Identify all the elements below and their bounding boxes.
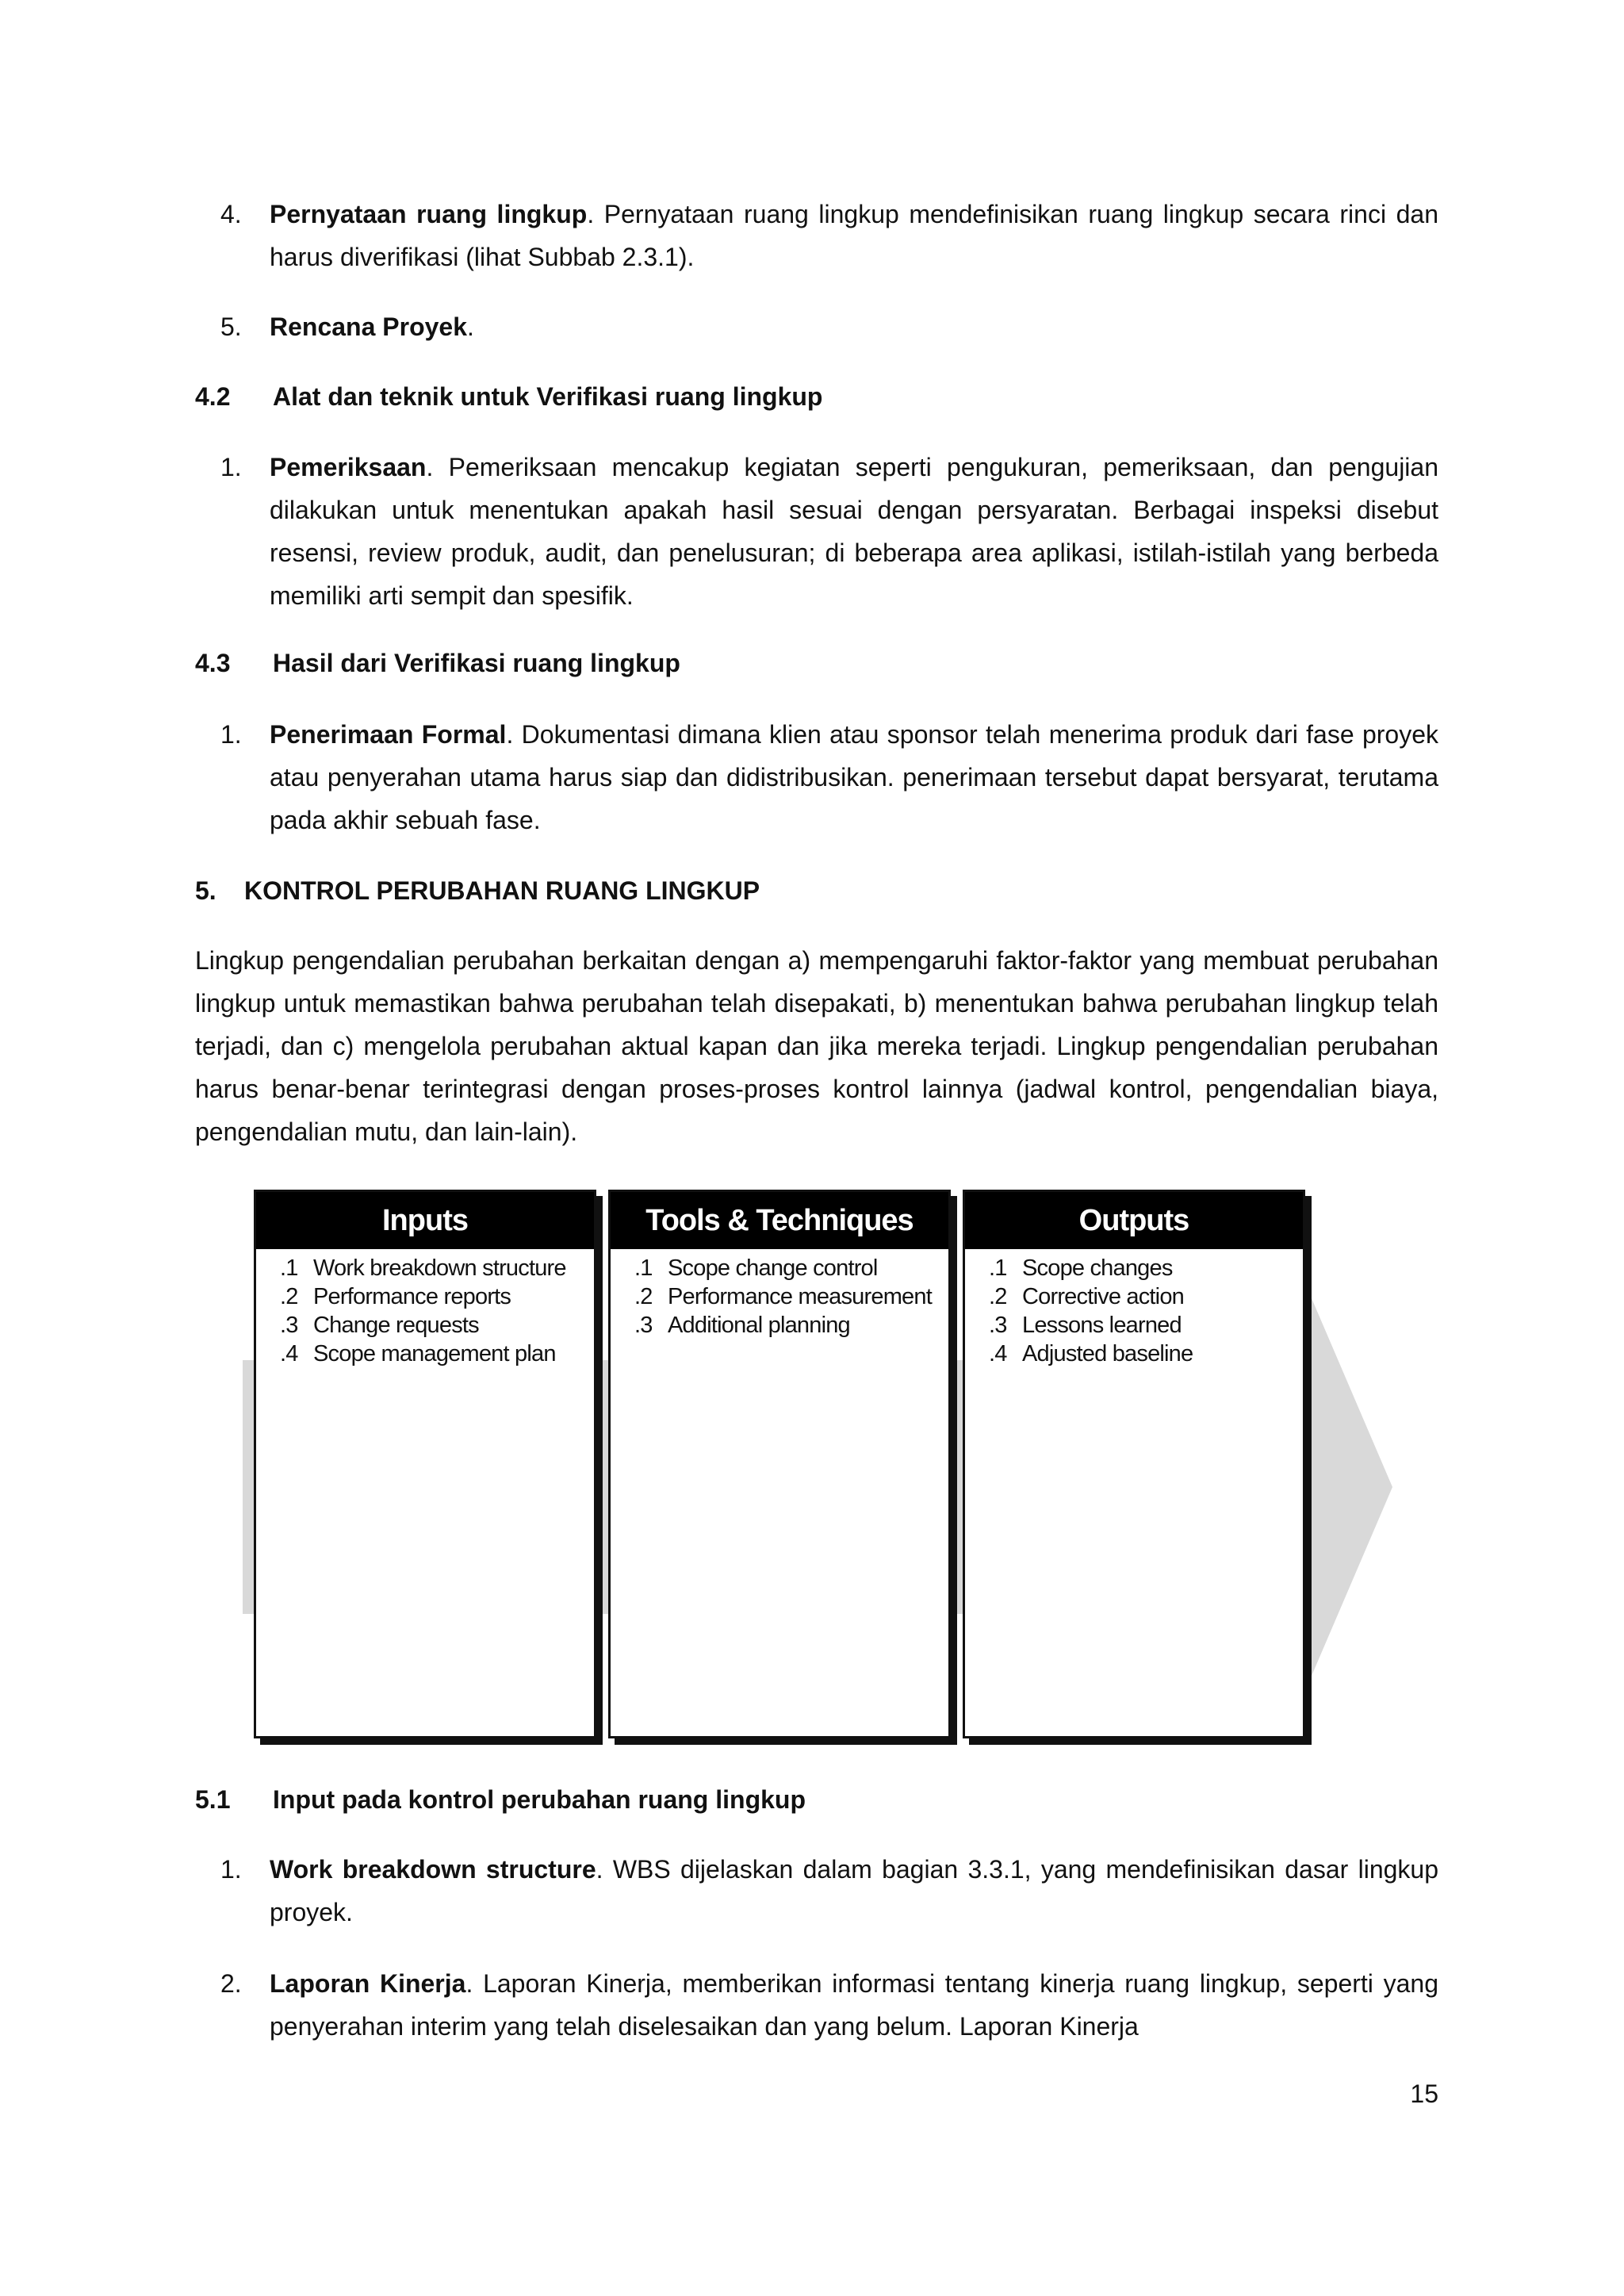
list-item <box>220 713 1439 841</box>
inputs-column <box>254 1190 596 1738</box>
tools-techniques-column <box>608 1190 951 1738</box>
section-heading <box>195 375 822 418</box>
column-header: Inputs <box>256 1192 594 1249</box>
list-item <box>634 1282 948 1311</box>
term-bold: Pernyataan ruang lingkup <box>270 200 588 228</box>
list-number: 1. <box>220 720 242 749</box>
item-number: .1 <box>989 1255 1007 1281</box>
item-number: .1 <box>280 1255 298 1281</box>
term-bold: Laporan Kinerja <box>270 1969 466 1998</box>
item-text: Corrective action <box>1022 1284 1184 1309</box>
term-bold: Work breakdown structure <box>270 1855 596 1884</box>
term-description: . Pernyataan ruang lingkup mendefinisikan ruang lingkup secara rinci dan harus diverifikasi (lihat Subbab 2.3.1). <box>270 200 1438 271</box>
item-text: Scope change control <box>668 1255 878 1281</box>
section-heading <box>195 869 760 912</box>
section-number: 5.1 <box>195 1785 231 1814</box>
item-text: Performance reports <box>313 1284 511 1309</box>
item-number: .2 <box>989 1284 1007 1309</box>
list-item <box>220 305 1438 348</box>
list-item <box>280 1254 594 1282</box>
list-item <box>634 1254 948 1282</box>
column-list <box>256 1249 594 1368</box>
list-item <box>989 1254 1303 1282</box>
item-number: .1 <box>634 1255 653 1281</box>
list-item <box>989 1340 1303 1368</box>
list-number: 1. <box>220 453 242 481</box>
list-number: 4. <box>220 200 242 228</box>
section-title: Hasil dari Verifikasi ruang lingkup <box>273 649 680 677</box>
section-title: Alat dan teknik untuk Verifikasi ruang lingkup <box>273 382 823 411</box>
list-number: 5. <box>220 312 242 341</box>
section-heading <box>195 642 680 684</box>
column-header: Tools & Techniques <box>611 1192 948 1249</box>
scope-change-control-diagram <box>243 1190 1392 1745</box>
list-item <box>220 1962 1439 2048</box>
outputs-column <box>963 1190 1305 1738</box>
item-number: .4 <box>989 1341 1007 1366</box>
item-text: Scope management plan <box>313 1341 556 1366</box>
term-description: . WBS dijelaskan dalam bagian 3.3.1, yang mendefinisikan dasar lingkup proyek. <box>270 1855 1439 1926</box>
column-header: Outputs <box>965 1192 1303 1249</box>
list-number: 2. <box>220 1969 242 1998</box>
item-number: .2 <box>280 1284 298 1309</box>
term-bold: Penerimaan Formal <box>270 720 507 749</box>
item-text: Additional planning <box>668 1313 850 1338</box>
item-number: .4 <box>280 1341 298 1366</box>
list-item <box>989 1282 1303 1311</box>
list-item <box>280 1282 594 1311</box>
item-text: Change requests <box>313 1313 479 1338</box>
column-list <box>965 1249 1303 1368</box>
column-list <box>611 1249 948 1340</box>
body-paragraph <box>195 939 1438 1153</box>
section-title: Input pada kontrol perubahan ruang lingkup <box>273 1785 806 1814</box>
item-number: .2 <box>634 1284 653 1309</box>
section-number: 5. <box>195 876 216 905</box>
paragraph-text: Lingkup pengendalian perubahan berkaitan dengan a) mempengaruhi faktor-faktor yang membuat perubahan lingkup untuk memastikan bahwa perubahan telah disepakati, b) menentukan bahwa perubahan lingkup telah terjadi, dan c) mengelola perubahan aktual kapan dan jika mereka terjadi. Lingkup pengendalian perubahan harus benar-benar terintegrasi dengan proses-proses kontrol lainnya (jadwal kontrol, pengendalian biaya, pengendalian mutu, dan lain-lain). <box>195 946 1438 1146</box>
item-number: .3 <box>989 1313 1007 1338</box>
item-text: Performance measurement <box>668 1284 932 1309</box>
list-item <box>634 1311 948 1340</box>
list-item <box>280 1311 594 1340</box>
section-heading <box>195 1778 806 1821</box>
page-number: 15 <box>1410 2079 1438 2108</box>
list-item <box>280 1340 594 1368</box>
term-description: . Dokumentasi dimana klien atau sponsor telah menerima produk dari fase proyek atau penyerahan utama harus siap dan didistribusikan. penerimaan tersebut dapat bersyarat, terutama pada akhir sebuah fase. <box>270 720 1439 834</box>
item-text: Scope changes <box>1022 1255 1173 1281</box>
section-title: KONTROL PERUBAHAN RUANG LINGKUP <box>244 876 760 905</box>
section-number: 4.2 <box>195 382 231 411</box>
item-text: Work breakdown structure <box>313 1255 566 1281</box>
list-number: 1. <box>220 1855 242 1884</box>
item-text: Adjusted baseline <box>1022 1341 1193 1366</box>
term-description: . <box>467 312 474 341</box>
term-description: . Laporan Kinerja, memberikan informasi tentang kinerja ruang lingkup, seperti yang penyerahan interim yang telah diselesaikan dan yang belum. Laporan Kinerja <box>270 1969 1439 2041</box>
list-item <box>220 1848 1439 1934</box>
list-item <box>989 1311 1303 1340</box>
term-bold: Pemeriksaan <box>270 453 427 481</box>
section-number: 4.3 <box>195 649 231 677</box>
term-description: . Pemeriksaan mencakup kegiatan seperti pengukuran, pemeriksaan, dan pengujian dilakukan untuk menentukan apakah hasil sesuai dengan persyaratan. Berbagai inspeksi disebut resensi, review produk, audit, dan penelusuran; di beberapa area aplikasi, istilah-istilah yang berbeda memiliki arti sempit dan spesifik. <box>270 453 1438 610</box>
item-text: Lessons learned <box>1022 1313 1182 1338</box>
item-number: .3 <box>280 1313 298 1338</box>
item-number: .3 <box>634 1313 653 1338</box>
list-item <box>220 446 1438 617</box>
term-bold: Rencana Proyek <box>270 312 468 341</box>
list-item <box>220 193 1438 278</box>
